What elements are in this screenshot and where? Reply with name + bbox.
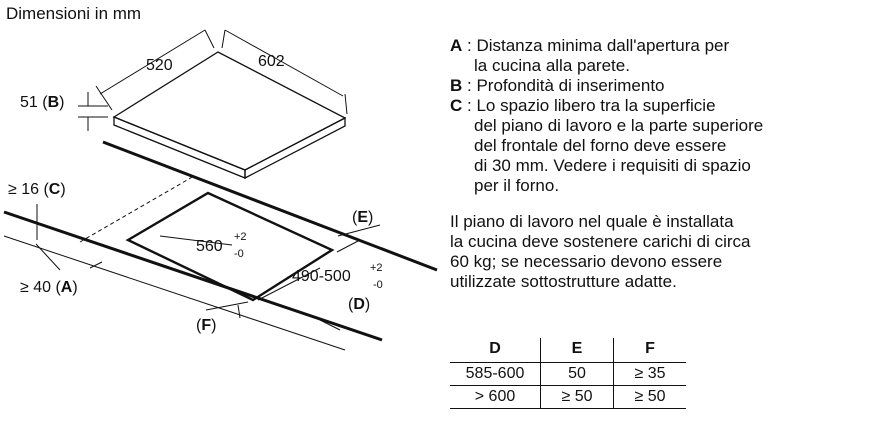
dim-cut-depth-tol-plus: +2 [370, 262, 383, 274]
dimension-lines-top [78, 30, 347, 131]
table-header-row [450, 338, 686, 363]
note-c-line-3: del frontale del forno deve essere [474, 136, 727, 155]
dim-cut-depth: 490-500 [292, 268, 351, 285]
worktop-note-line-4: utilizzate sottostrutture adatte. [450, 272, 677, 291]
dim-c-value: ≥ 16 ( [8, 181, 49, 198]
dim-a-value: ≥ 40 ( [20, 279, 61, 296]
table-cell: > 600 [450, 386, 541, 409]
note-b-line-1: : Profondità di inserimento [467, 76, 665, 95]
dim-d-open: ( [348, 296, 354, 313]
note-a-line-1: : Distanza minima dall'apertura per [467, 36, 730, 55]
dim-cut-width [196, 238, 223, 255]
dim-e-close: ) [368, 209, 374, 226]
worktop-note-line-2: la cucina deve sostenere carichi di circa [450, 232, 751, 251]
dim-b-key: B [47, 94, 60, 111]
dim-f-label [196, 317, 216, 334]
table-cell: 50 [541, 363, 614, 386]
dim-e-key: E [357, 209, 368, 226]
note-c-line-2: del piano di lavoro e la parte superiore [474, 116, 764, 135]
table-header-d: D [450, 338, 541, 363]
note-a-text [467, 36, 865, 76]
worktop-note-line-3: 60 kg; se necessario devono essere [450, 252, 723, 271]
table-header-f: F [614, 338, 687, 363]
dim-depth-602: 602 [258, 53, 285, 70]
dim-d-close: ) [364, 296, 371, 313]
note-a [450, 36, 865, 76]
dimensions-table [450, 338, 686, 409]
dim-b-close: ) [59, 94, 65, 111]
dim-a-close: ) [72, 279, 78, 296]
note-c-text [467, 96, 865, 196]
note-c-line-5: per il forno. [474, 176, 560, 195]
table-header-e: E [541, 338, 614, 363]
note-c-key: C [450, 96, 463, 115]
dim-a-label [20, 279, 78, 296]
dim-cut-width-value: 560 [196, 238, 223, 255]
page-title: Dimensioni in mm [6, 4, 142, 23]
worktop-load-note [450, 212, 865, 292]
legend-notes [450, 36, 865, 196]
note-c-line-4: di 30 mm. Vedere i requisiti di spazio [474, 156, 751, 175]
dim-b-value: 51 ( [20, 94, 48, 111]
note-b [450, 76, 865, 96]
note-c [450, 96, 865, 196]
dim-f-close: ) [211, 317, 217, 334]
dim-f-key: F [201, 317, 212, 334]
note-c-line-1: : Lo spazio libero tra la superficie [467, 96, 716, 115]
note-a-key: A [450, 36, 463, 55]
table-cell: ≥ 50 [614, 386, 687, 409]
table-row [450, 363, 686, 386]
table-cell: ≥ 35 [614, 363, 687, 386]
dim-e-open: ( [352, 209, 358, 226]
note-b-key: B [450, 76, 463, 95]
table-cell: 585-600 [450, 363, 541, 386]
dim-d-key: D [353, 296, 365, 313]
dim-cut-depth-tol-minus: -0 [373, 279, 383, 291]
dim-cut-width-tol-minus: -0 [234, 248, 244, 260]
note-b-text [467, 76, 865, 96]
dim-f-open: ( [196, 317, 202, 334]
dim-c-close: ) [60, 181, 66, 198]
dim-d-label [348, 296, 370, 313]
dim-b-label [20, 94, 64, 111]
table-row [450, 386, 686, 409]
dim-c-key: C [48, 181, 61, 198]
dim-width-520: 520 [146, 57, 173, 74]
dimension-lines-bottom [36, 204, 380, 330]
dim-a-key: A [60, 279, 73, 296]
dim-e-label [352, 209, 373, 226]
dim-c-label [8, 181, 66, 198]
note-a-line-2: la cucina alla parete. [474, 56, 630, 75]
worktop-note-line-1: Il piano di lavoro nel quale è installata [450, 212, 734, 231]
dim-cut-width-tol-plus: +2 [234, 231, 247, 243]
table-cell: ≥ 50 [541, 386, 614, 409]
